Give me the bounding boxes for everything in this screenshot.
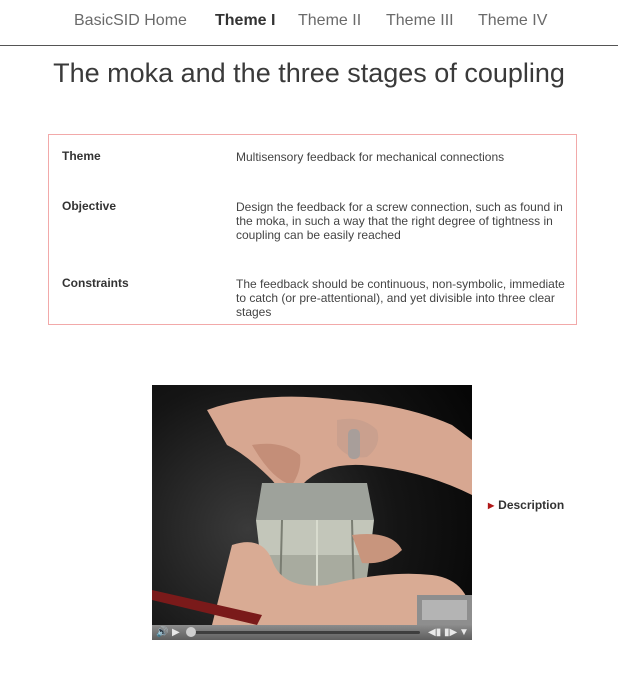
theme-value: Multisensory feedback for mechanical connections [236, 150, 505, 164]
nav-theme-3-link[interactable]: Theme III [386, 12, 454, 29]
video-player[interactable] [152, 385, 472, 640]
constraints-value: The feedback should be continuous, non-symbolic, immediate to catch (or pre-attentional), and yet divisible into three clear stages [236, 277, 565, 319]
video-controls [152, 625, 472, 640]
nav-theme-1-link[interactable]: Theme I [215, 12, 276, 29]
forward-icon[interactable]: ▮▶ [444, 627, 458, 638]
video-frame [152, 385, 472, 625]
info-box [48, 134, 577, 325]
triangle-right-icon: ▶ [488, 501, 495, 510]
theme-label: Theme [62, 149, 101, 163]
nav-theme-4-link[interactable]: Theme IV [478, 12, 548, 29]
seek-handle[interactable] [186, 627, 196, 637]
objective-label: Objective [62, 199, 117, 213]
video-still-image [152, 385, 472, 625]
play-icon[interactable]: ▶ [172, 627, 180, 638]
page-title: The moka and the three stages of coupling [53, 58, 565, 88]
description-label: Description [498, 498, 565, 512]
nav-home-link[interactable]: BasicSID Home [74, 12, 187, 29]
seek-slider[interactable] [190, 631, 420, 634]
description-link[interactable] [488, 498, 564, 512]
menu-icon[interactable]: ▼ [459, 627, 469, 638]
objective-value: Design the feedback for a screw connection, such as found in the moka, in such a way that the right degree of tightness in coupling can be easily reached [236, 200, 563, 242]
rewind-icon[interactable]: ◀▮ [428, 627, 442, 638]
nav-theme-2-link[interactable]: Theme II [298, 12, 362, 29]
constraints-label: Constraints [62, 276, 129, 290]
volume-icon[interactable]: 🔊 [156, 627, 169, 638]
top-nav [0, 0, 618, 46]
